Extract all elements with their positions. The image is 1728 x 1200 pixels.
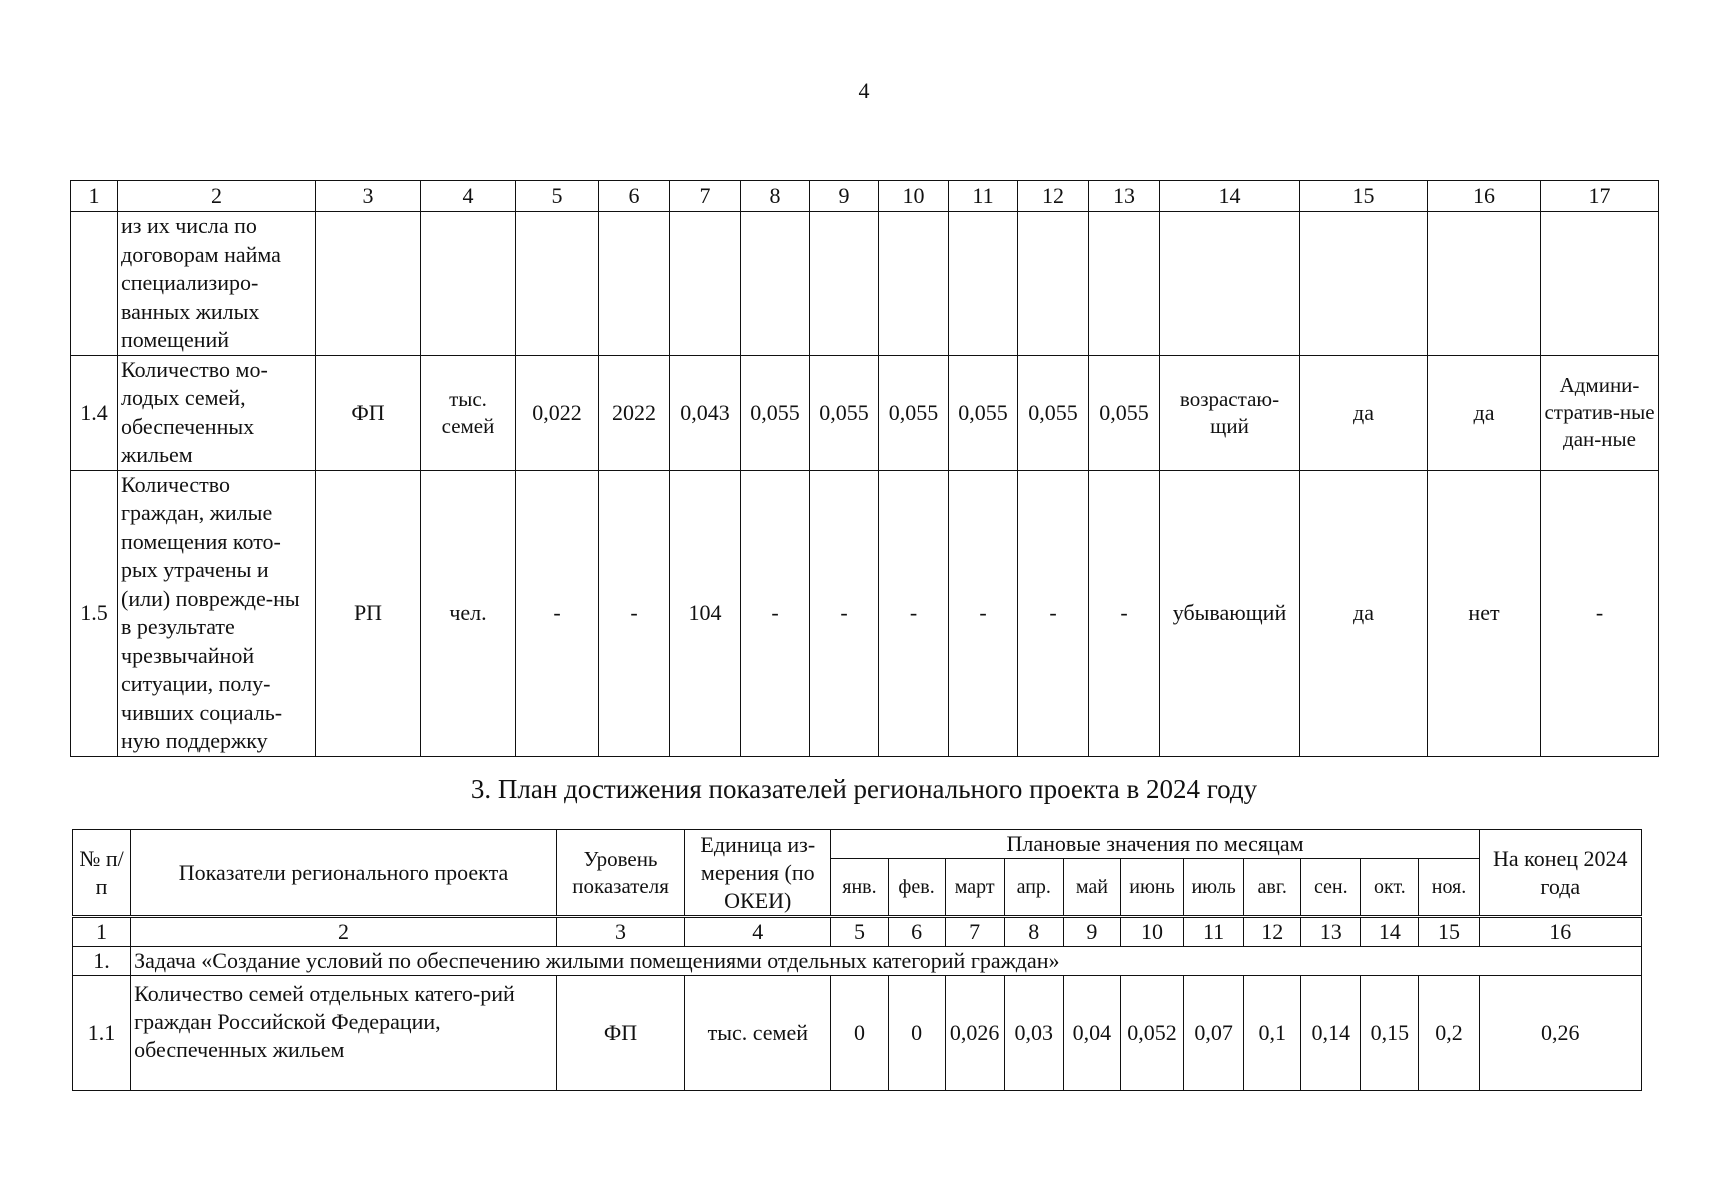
trend-cell: убывающий bbox=[1160, 470, 1300, 756]
header-row bbox=[73, 830, 1642, 859]
cell bbox=[949, 212, 1018, 356]
month-value: 0,07 bbox=[1184, 976, 1244, 1091]
value-cell: - bbox=[741, 470, 810, 756]
trend-cell: возрастаю-щий bbox=[1160, 355, 1300, 470]
plan-2024-table bbox=[72, 829, 1642, 1091]
col-number: 6 bbox=[888, 917, 945, 947]
col-number: 17 bbox=[1541, 181, 1659, 212]
value-cell: 0,055 bbox=[949, 355, 1018, 470]
flag-cell: да bbox=[1300, 355, 1428, 470]
col-number: 3 bbox=[316, 181, 421, 212]
table-row bbox=[71, 470, 1659, 756]
table-row bbox=[71, 212, 1659, 356]
flag-cell: да bbox=[1300, 470, 1428, 756]
month-value: 0,026 bbox=[945, 976, 1004, 1091]
col-number: 8 bbox=[741, 181, 810, 212]
base-value: 0,022 bbox=[516, 355, 599, 470]
col-number: 5 bbox=[831, 917, 888, 947]
month-value: 0,052 bbox=[1120, 976, 1183, 1091]
base-value: - bbox=[516, 470, 599, 756]
header-end-of-year: На конец 2024 года bbox=[1479, 830, 1641, 917]
col-number: 1 bbox=[71, 181, 118, 212]
month-header: фев. bbox=[888, 859, 945, 917]
value-cell: 0,055 bbox=[1018, 355, 1089, 470]
cell bbox=[421, 212, 516, 356]
month-value: 0,03 bbox=[1004, 976, 1063, 1091]
table-row bbox=[73, 976, 1642, 1091]
value-cell: - bbox=[1018, 470, 1089, 756]
table-row bbox=[71, 355, 1659, 470]
month-value: 0 bbox=[888, 976, 945, 1091]
indicator-name: Количество семей отдельных катего-рий граждан Российской Федерации, обеспеченных жильем bbox=[131, 976, 557, 1091]
month-value: 0,2 bbox=[1419, 976, 1479, 1091]
col-number: 1 bbox=[73, 917, 131, 947]
header-level: Уровень показателя bbox=[556, 830, 684, 917]
col-number: 2 bbox=[131, 917, 557, 947]
cell bbox=[1428, 212, 1541, 356]
task-text: Задача «Создание условий по обеспечению жилыми помещениями отдельных категорий граждан» bbox=[131, 947, 1642, 976]
col-number: 16 bbox=[1479, 917, 1641, 947]
month-header: авг. bbox=[1244, 859, 1301, 917]
col-number: 9 bbox=[1063, 917, 1120, 947]
month-header: окт. bbox=[1361, 859, 1419, 917]
month-header: март bbox=[945, 859, 1004, 917]
value-cell: 0,055 bbox=[741, 355, 810, 470]
unit: тыс. семей bbox=[421, 355, 516, 470]
month-value: 0,15 bbox=[1361, 976, 1419, 1091]
indicator-level: ФП bbox=[556, 976, 684, 1091]
flag-cell: нет bbox=[1428, 470, 1541, 756]
col-number: 13 bbox=[1089, 181, 1160, 212]
value-cell: 104 bbox=[670, 470, 741, 756]
col-number: 9 bbox=[810, 181, 879, 212]
col-number: 16 bbox=[1428, 181, 1541, 212]
col-number: 14 bbox=[1160, 181, 1300, 212]
col-number: 6 bbox=[599, 181, 670, 212]
cell bbox=[1089, 212, 1160, 356]
value-cell: - bbox=[1089, 470, 1160, 756]
row-number: 1.5 bbox=[71, 470, 118, 756]
col-number: 4 bbox=[421, 181, 516, 212]
col-number: 10 bbox=[879, 181, 949, 212]
value-cell: 0,055 bbox=[810, 355, 879, 470]
value-cell: 0,055 bbox=[1089, 355, 1160, 470]
col-number: 8 bbox=[1004, 917, 1063, 947]
cell bbox=[1541, 212, 1659, 356]
source-cell: Админи-стратив-ные дан-ные bbox=[1541, 355, 1659, 470]
cell bbox=[879, 212, 949, 356]
cell bbox=[741, 212, 810, 356]
month-value: 0 bbox=[831, 976, 888, 1091]
indicator-level: ФП bbox=[316, 355, 421, 470]
base-year: 2022 bbox=[599, 355, 670, 470]
base-year: - bbox=[599, 470, 670, 756]
month-header: июнь bbox=[1120, 859, 1183, 917]
col-number: 11 bbox=[949, 181, 1018, 212]
value-cell: - bbox=[810, 470, 879, 756]
row-number: 1.4 bbox=[71, 355, 118, 470]
unit: чел. bbox=[421, 470, 516, 756]
header-indicator: Показатели регионального проекта bbox=[131, 830, 557, 917]
month-header: май bbox=[1063, 859, 1120, 917]
indicator-name: Количество мо-лодых семей, обеспеченных жильем bbox=[118, 355, 316, 470]
col-number: 14 bbox=[1361, 917, 1419, 947]
section-title: 3. План достижения показателей регионального проекта в 2024 году bbox=[470, 774, 1258, 804]
cell bbox=[316, 212, 421, 356]
col-number: 12 bbox=[1244, 917, 1301, 947]
indicator-level: РП bbox=[316, 470, 421, 756]
col-number: 11 bbox=[1184, 917, 1244, 947]
value-cell: 0,055 bbox=[879, 355, 949, 470]
month-header: июль bbox=[1184, 859, 1244, 917]
col-number: 10 bbox=[1120, 917, 1183, 947]
column-number-row bbox=[73, 917, 1642, 947]
row-number: 1.1 bbox=[73, 976, 131, 1091]
month-header: апр. bbox=[1004, 859, 1063, 917]
value-cell: - bbox=[949, 470, 1018, 756]
task-row bbox=[73, 947, 1642, 976]
header-num: № п/п bbox=[73, 830, 131, 917]
month-header: ноя. bbox=[1419, 859, 1479, 917]
month-value: 0,14 bbox=[1301, 976, 1361, 1091]
col-number: 13 bbox=[1301, 917, 1361, 947]
flag-cell: да bbox=[1428, 355, 1541, 470]
month-header: янв. bbox=[831, 859, 888, 917]
cell bbox=[599, 212, 670, 356]
value-cell: 0,043 bbox=[670, 355, 741, 470]
unit: тыс. семей bbox=[685, 976, 831, 1091]
end-of-year-value: 0,26 bbox=[1479, 976, 1641, 1091]
month-value: 0,04 bbox=[1063, 976, 1120, 1091]
indicator-name: Количество граждан, жилые помещения кото-рых утрачены и (или) поврежде-ны в результате чрезвычайной ситуации, полу-чивших социаль-ную поддержку bbox=[118, 470, 316, 756]
header-unit: Единица из-мерения (по ОКЕИ) bbox=[685, 830, 831, 917]
value-cell: - bbox=[879, 470, 949, 756]
indicators-table-continued bbox=[70, 180, 1659, 757]
col-number: 3 bbox=[556, 917, 684, 947]
col-number: 5 bbox=[516, 181, 599, 212]
month-header: сен. bbox=[1301, 859, 1361, 917]
col-number: 15 bbox=[1419, 917, 1479, 947]
cell bbox=[670, 212, 741, 356]
col-number: 15 bbox=[1300, 181, 1428, 212]
col-number: 7 bbox=[670, 181, 741, 212]
indicator-name: из их числа по договорам найма специализиро-ванных жилых помещений bbox=[118, 212, 316, 356]
col-number: 7 bbox=[945, 917, 1004, 947]
cell bbox=[516, 212, 599, 356]
column-number-row bbox=[71, 181, 1659, 212]
col-number: 4 bbox=[685, 917, 831, 947]
page-number: 4 bbox=[858, 78, 870, 103]
cell bbox=[1160, 212, 1300, 356]
source-cell: - bbox=[1541, 470, 1659, 756]
row-number bbox=[71, 212, 118, 356]
col-number: 12 bbox=[1018, 181, 1089, 212]
cell bbox=[1300, 212, 1428, 356]
month-value: 0,1 bbox=[1244, 976, 1301, 1091]
col-number: 2 bbox=[118, 181, 316, 212]
header-monthly: Плановые значения по месяцам bbox=[831, 830, 1479, 859]
task-number: 1. bbox=[73, 947, 131, 976]
cell bbox=[810, 212, 879, 356]
cell bbox=[1018, 212, 1089, 356]
